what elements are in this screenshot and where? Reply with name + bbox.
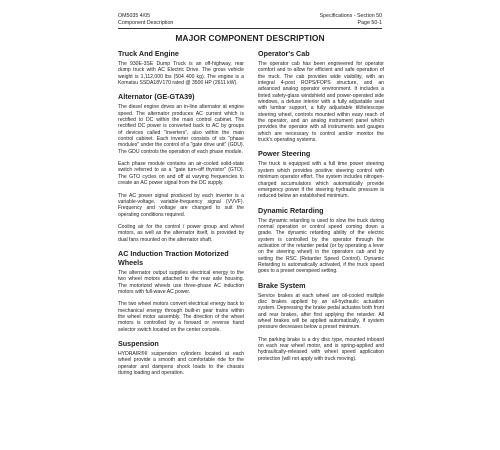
page-title: MAJOR COMPONENT DESCRIPTION: [175, 33, 325, 43]
section-heading: Suspension: [118, 339, 159, 348]
section-heading: Truck And Engine: [118, 49, 179, 58]
right-column: [258, 49, 384, 368]
paragraph: Service brakes at each wheel are oil-cooled multiple disc brakes applied by an all-hydraulic actuation system. Depressing the brake pedal actuates both front and rear brakes, after first applying the retarder. All wheel brakes will be applied automatically, if system pressure decreases below a preset minimum.: [258, 292, 384, 331]
paragraph: The diesel engine drives an in-line alternator at engine speed. The alternator produces AC current which is rectified to DC within the main control cabinet. The rectified DC power is converted back to AC by groups of devices called "inverters", also within the main control cabinet. Each inverter consists of six "phase modules" under the control of a "gate drive unit" (GDU). The GDU controls the operation of each phase module.: [118, 104, 244, 155]
header-left: [118, 13, 173, 27]
paragraph: The 930E-3SE Dump Truck is an off-highway, rear dump truck with AC Electric Drive. The gross vehicle weight is 1,112,000 lbs (504 400 kg). The engine is a Komatsu SSDA18V170 rated @ 3500 HP (2611 kW).: [118, 61, 244, 87]
paragraph: Cooling air for the control / power group and wheel motors, as well as the alternator itself, is provided by dual fans mounted on the alternator shaft.: [118, 223, 244, 243]
section-operators-cab: [258, 49, 384, 143]
section-dynamic-retarding: [258, 206, 384, 275]
section-heading: Alternator (GE-GTA39): [118, 92, 195, 102]
header-divider: [118, 28, 382, 29]
paragraph: The AC power signal produced by each inverter is a variable-voltage, variable-frequency signal (VVVF). Frequency and voltage are changed to suit the operating conditions required.: [118, 192, 244, 218]
paragraph: The parking brake is a dry disc type, mounted inboard on each rear wheel motor, and is spring-applied and hydraulically-released with wheel speed application protection (will not apply with truck moving).: [258, 336, 384, 362]
left-column: [118, 49, 244, 382]
section-heading: Operator's Cab: [258, 49, 310, 58]
section-power-steering: [258, 149, 384, 199]
doc-code: OM5035 4/05: [118, 13, 151, 19]
section-brake-system: [258, 281, 384, 362]
section-heading: AC Induction Traction Motorized Wheels: [118, 248, 229, 267]
section-alternator: [118, 92, 244, 243]
section-ac-induction-wheels: [118, 249, 244, 333]
paragraph: The truck is equipped with a full time power steering system which provides positive steering control with minimum operator effort. The system includes nitrogen-charged accumulators which automatically provide emergency power if the steering hydraulic pressure is reduced below an established minimum.: [258, 161, 384, 200]
doc-title: Component Description: [118, 20, 174, 26]
page-number: Page 50-1: [357, 20, 382, 26]
paragraph: The operator cab has been engineered for operator comfort and to allow for efficient and safe operation of the truck. The cab provides wide visibility, with an integral 4-post ROPS/FOPS structure, and an advanced analog operator environment. It includes a tinted safety-glass windshield and power-operated side windows, a deluxe interior with a fully adjustable seat with lumbar support, a fully adjustable tilt/telescope steering wheel, controls mounted within easy reach of the operator, and an analog instrument panel which provides the operator with all instruments and gauges which are necessary to control and/or monitor the truck's operating systems.: [258, 61, 384, 144]
paragraph: The dynamic retarding is used to slow the truck during normal operation or control speed coming down a grade. The dynamic retarding ability of the electric system is controlled by the operator through the activation of the retarder pedal (or by operating a lever on the steering wheel) in the operators cab and by setting the RSC (Retarder Speed Control). Dynamic Retarding is automatically activated, if the truck speed goes to a preset overspeed setting.: [258, 217, 384, 275]
section-suspension: [118, 339, 244, 376]
section-heading: Power Steering: [258, 149, 311, 159]
section-truck-and-engine: [118, 49, 244, 86]
paragraph: HYDRAIR®II suspension cylinders located at each wheel provide a smooth and comfortable ride for the operator and dampens shock loads to the chassis during loading and operation.: [118, 351, 244, 377]
spec-section: Specifications - Section 50: [319, 13, 382, 19]
paragraph: The alternator output supplies electrical energy to the two wheel motors attached to the rear axle housing. The motorized wheels use three-phase AC induction motors with full-wave AC power.: [118, 269, 244, 295]
section-heading: Dynamic Retarding: [258, 205, 324, 215]
header-right: [320, 13, 382, 27]
section-heading: Brake System: [258, 280, 306, 290]
paragraph: Each phase module contains an air-cooled solid-state switch referred to as a "gate turn-off thyristor" (GTO). The GTO cycles on and off at varying frequencies to create an AC power signal from the DC supply.: [118, 161, 244, 187]
paragraph: The two wheel motors convert electrical energy back to mechanical energy through built-in gear trains within the wheel motor assembly. The direction of the wheel motors is controlled by a forward or reverse hand selector switch located on the center console.: [118, 301, 244, 333]
